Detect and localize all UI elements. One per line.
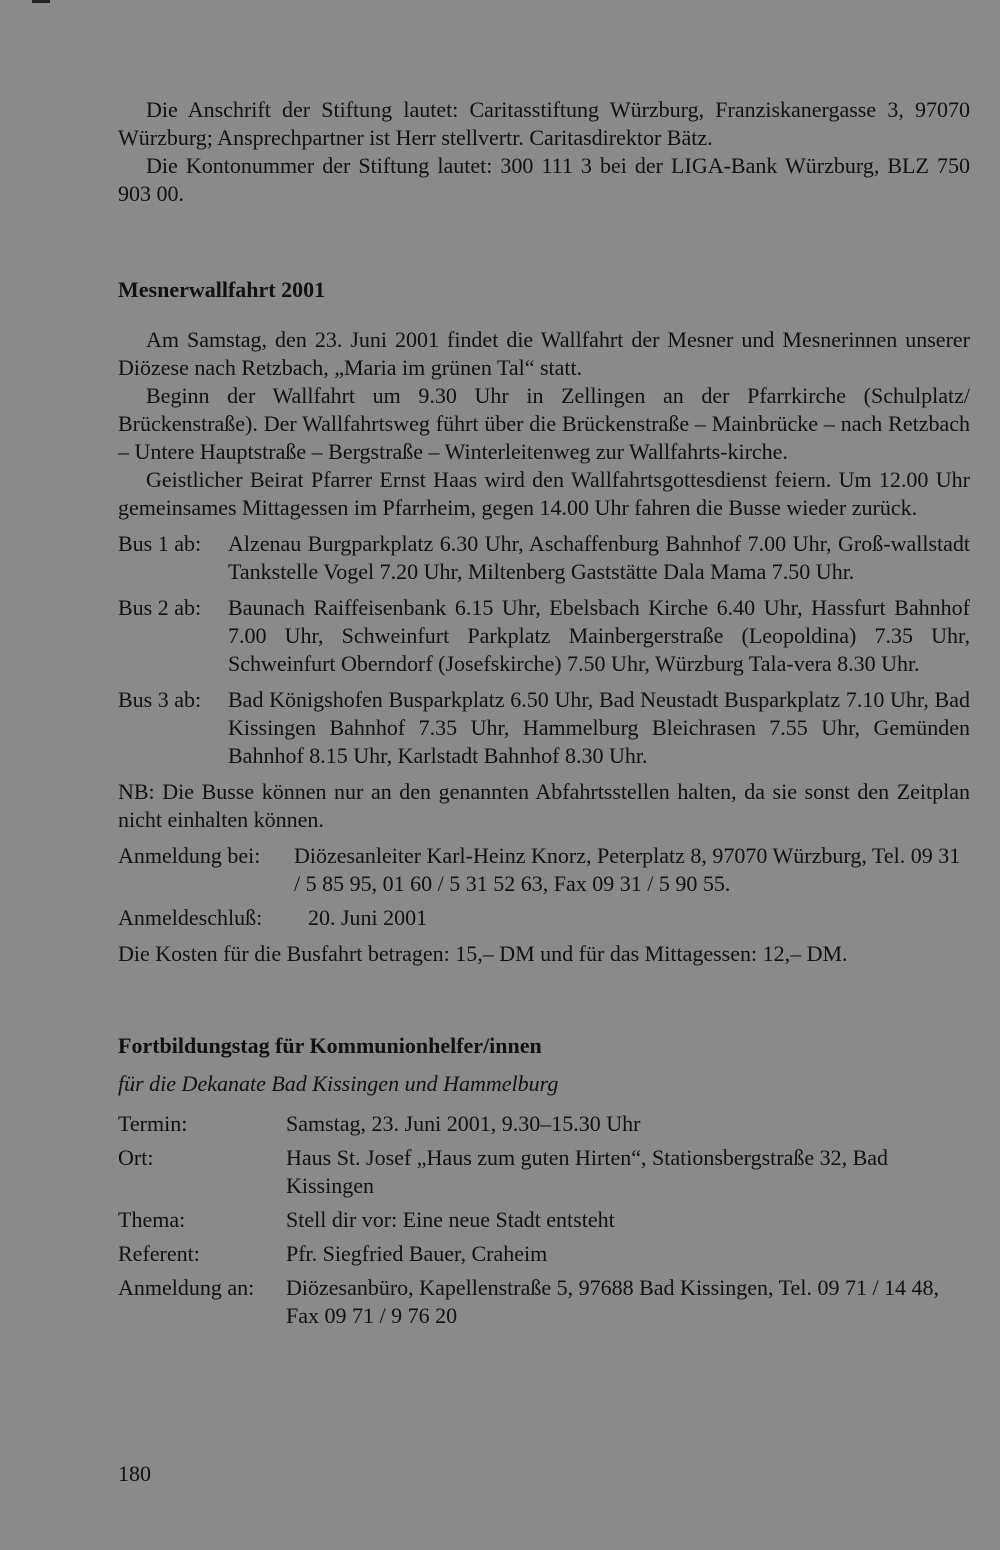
bus-1-row bbox=[118, 530, 970, 586]
fortbildung-heading: Fortbildungstag für Kommunionhelfer/innen bbox=[118, 1033, 542, 1058]
row-key: Termin: bbox=[118, 1111, 188, 1136]
bus-label: Bus 3 ab: bbox=[118, 687, 202, 712]
anmeldung-label: Anmeldung bei: bbox=[118, 843, 261, 868]
mesner-schluss-row bbox=[118, 904, 970, 932]
fortbildung-row-thema bbox=[118, 1206, 970, 1234]
page-number: 180 bbox=[118, 1461, 151, 1486]
mesner-nb: NB: Die Busse können nur an den genannten Abfahrtsstellen halten, da sie sonst den Zeitplan nicht einhalten können. bbox=[118, 779, 970, 832]
intro-account: Die Kontonummer der Stiftung lautet: 300 111 3 bei der LIGA-Bank Würzburg, BLZ 750 903 00. bbox=[118, 153, 970, 206]
row-value: Pfr. Siegfried Bauer, Craheim bbox=[286, 1241, 548, 1266]
schluss-value: 20. Juni 2001 bbox=[308, 905, 428, 930]
intro-address: Die Anschrift der Stiftung lautet: Caritasstiftung Würzburg, Franziskanergasse 3, 97070 Würzburg; Ansprechpartner ist Herr stellvertr. Caritasdirektor Bätz. bbox=[118, 97, 970, 150]
mesner-p3: Geistlicher Beirat Pfarrer Ernst Haas wird den Wallfahrtsgottesdienst feiern. Um 12.00 Uhr gemeinsames Mittagessen im Pfarrheim, gegen 14.00 Uhr fahren die Busse wieder zurück. bbox=[118, 467, 970, 520]
fortbildung-row-referent bbox=[118, 1240, 970, 1268]
fortbildung-row-termin bbox=[118, 1110, 970, 1138]
row-value: Haus St. Josef „Haus zum guten Hirten“, Stationsbergstraße 32, Bad Kissingen bbox=[286, 1145, 889, 1198]
row-key: Referent: bbox=[118, 1241, 200, 1266]
bus-stops: Baunach Raiffeisenbank 6.15 Uhr, Ebelsbach Kirche 6.40 Uhr, Hassfurt Bahnhof 7.00 Uhr, Schweinfurt Parkplatz Mainbergerstraße (Leopoldina) 7.35 Uhr, Schweinfurt Oberndorf (Josefskirche) 7.50 Uhr, Würzburg Tala-vera 8.30 Uhr. bbox=[228, 595, 970, 676]
mesner-kosten: Die Kosten für die Busfahrt betragen: 15,– DM und für das Mittagessen: 12,– DM. bbox=[118, 941, 848, 966]
row-key: Anmeldung an: bbox=[118, 1275, 255, 1300]
mesner-p1: Am Samstag, den 23. Juni 2001 findet die Wallfahrt der Mesner und Mesnerinnen unserer Diözese nach Retzbach, „Maria im grünen Tal“ statt. bbox=[118, 327, 970, 380]
row-key: Thema: bbox=[118, 1207, 186, 1232]
bus-stops: Bad Königshofen Busparkplatz 6.50 Uhr, Bad Neustadt Busparkplatz 7.10 Uhr, Bad Kissingen Bahnhof 7.35 Uhr, Hammelburg Bleichrasen 7.55 Uhr, Gemünden Bahnhof 8.15 Uhr, Karlstadt Bahnhof 8.30 Uhr. bbox=[228, 687, 970, 768]
bus-stops: Alzenau Burgparkplatz 6.30 Uhr, Aschaffenburg Bahnhof 7.00 Uhr, Groß-wallstadt Tankstelle Vogel 7.20 Uhr, Miltenberg Gaststätte Dala Mama 7.50 Uhr. bbox=[228, 531, 970, 584]
bus-3-row bbox=[118, 686, 970, 770]
anmeldung-value: Diözesanleiter Karl-Heinz Knorz, Peterplatz 8, 97070 Würzburg, Tel. 09 31 / 5 85 95, 01 60 / 5 31 52 63, Fax 09 31 / 5 90 55. bbox=[294, 843, 961, 896]
bus-label: Bus 2 ab: bbox=[118, 595, 202, 620]
fortbildung-row-anmeldung bbox=[118, 1274, 970, 1330]
corner-mark bbox=[32, 0, 50, 3]
row-key: Ort: bbox=[118, 1145, 154, 1170]
row-value: Samstag, 23. Juni 2001, 9.30–15.30 Uhr bbox=[286, 1111, 641, 1136]
row-value: Diözesanbüro, Kapellenstraße 5, 97688 Bad Kissingen, Tel. 09 71 / 14 48, Fax 09 71 / 9 76 20 bbox=[286, 1275, 940, 1328]
mesner-heading: Mesnerwallfahrt 2001 bbox=[118, 277, 326, 302]
fortbildung-subheading: für die Dekanate Bad Kissingen und Hammelburg bbox=[118, 1071, 559, 1096]
schluss-label: Anmeldeschluß: bbox=[118, 905, 263, 930]
mesner-p2: Beginn der Wallfahrt um 9.30 Uhr in Zellingen an der Pfarrkirche (Schulplatz/ Brückenstraße). Der Wallfahrtsweg führt über die Brückenstraße – Mainbrücke – nach Retzbach – Untere Hauptstraße – Bergstraße – Winterleitenweg zur Wallfahrts-kirche. bbox=[118, 383, 970, 464]
bus-label: Bus 1 ab: bbox=[118, 531, 202, 556]
row-value: Stell dir vor: Eine neue Stadt entsteht bbox=[286, 1207, 615, 1232]
mesner-anmeldung-row bbox=[118, 842, 970, 898]
bus-2-row bbox=[118, 594, 970, 678]
document-page bbox=[118, 96, 970, 1330]
fortbildung-row-ort bbox=[118, 1144, 970, 1200]
